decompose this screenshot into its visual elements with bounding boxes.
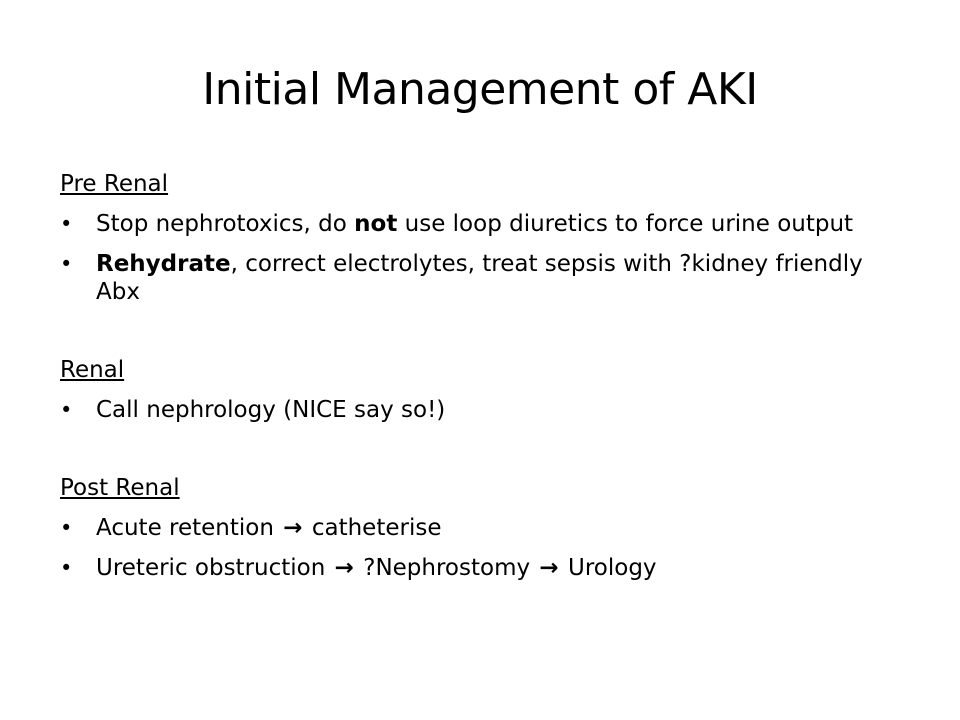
arrow-right-icon: → (283, 515, 303, 541)
bullet-item (60, 396, 910, 424)
bullet-icon: • (60, 516, 73, 540)
bullet-icon: • (60, 212, 73, 236)
slide-title: Initial Management of AKI (202, 64, 758, 115)
section-heading-renal: Renal (60, 357, 125, 383)
bullet-text-part: use loop diuretics to force urine output (397, 211, 854, 237)
bullet-text (96, 210, 910, 238)
bullet-text (96, 250, 910, 306)
bullet-text-part: ?Nephrostomy (355, 555, 538, 581)
bullet-text: Call nephrology (NICE say so!) (96, 397, 446, 423)
bullet-item (60, 250, 910, 306)
arrow-right-icon: → (334, 555, 354, 581)
bullet-text-part: Stop nephrotoxics, do (96, 211, 355, 237)
bullet-text-part: Acute retention (96, 515, 282, 541)
bullet-icon: • (60, 556, 73, 580)
section-heading-post-renal: Post Renal (60, 475, 180, 501)
bullet-icon: • (60, 398, 73, 422)
section-heading-pre-renal: Pre Renal (60, 171, 169, 197)
bullet-icon: • (60, 252, 73, 276)
bullet-item (60, 554, 910, 582)
arrow-right-icon: → (539, 555, 559, 581)
bullet-text (96, 554, 910, 582)
slide-body (60, 170, 910, 582)
bullet-text (96, 514, 910, 542)
bullet-bold-text: Rehydrate (96, 251, 231, 277)
bullet-text-part: Ureteric obstruction (96, 555, 333, 581)
bullet-text-part: Urology (560, 555, 657, 581)
bullet-text-part: catheterise (304, 515, 442, 541)
bullet-item (60, 514, 910, 542)
bullet-bold-text: not (354, 211, 398, 237)
bullet-item (60, 210, 910, 238)
bullet-text-part: , correct electrolytes, treat sepsis with ?kidney friendly Abx (96, 251, 863, 305)
